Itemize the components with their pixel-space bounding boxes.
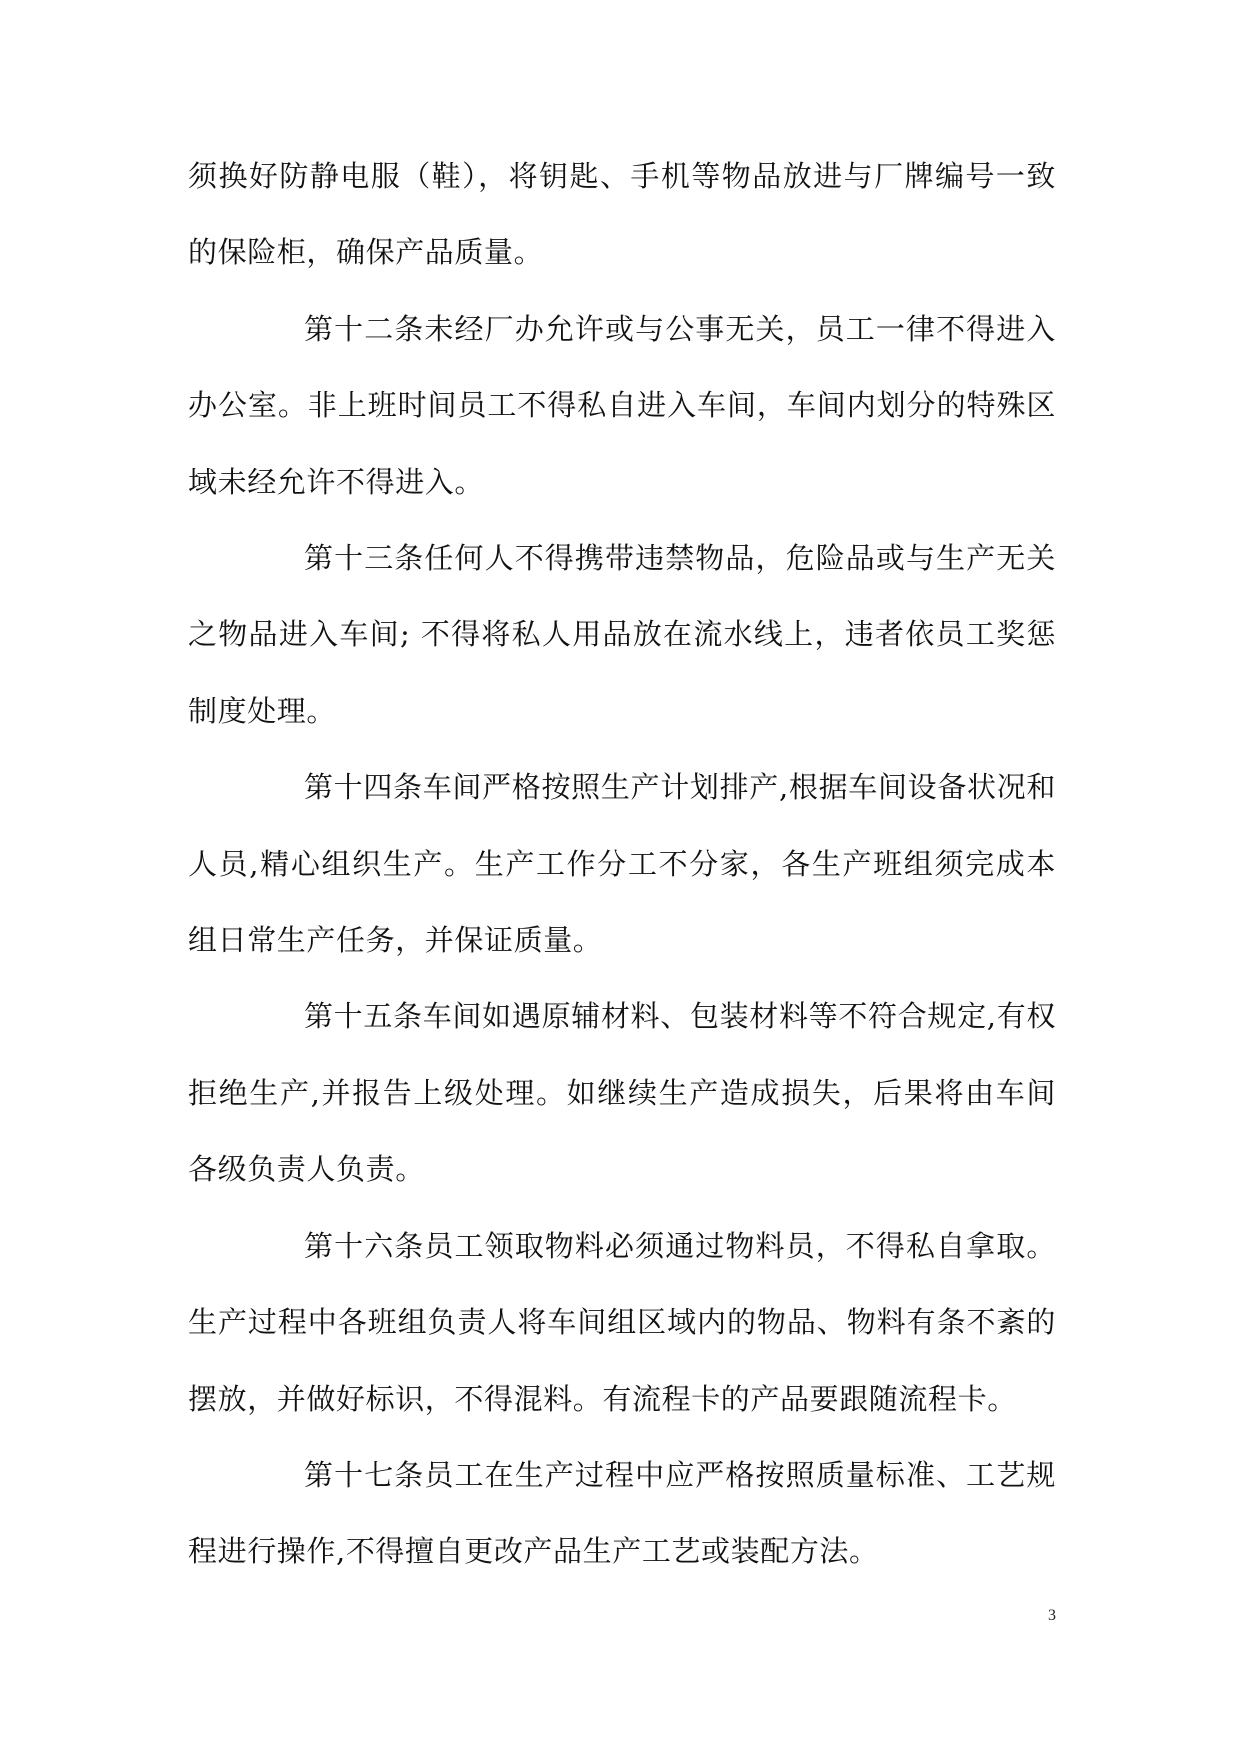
paragraph-article-14: 第十四条车间严格按照生产计划排产,根据车间设备状况和人员,精心组织生产。生产工作分工不分家，各生产班组须完成本组日常生产任务，并保证质量。: [188, 770, 1056, 958]
document-body: [188, 138, 1056, 1590]
page-number: 3: [1048, 1607, 1056, 1624]
paragraph-article-13: 第十三条任何人不得携带违禁物品，危险品或与生产无关之物品进入车间; 不得将私人用品放在流水线上，违者依员工奖惩制度处理。: [188, 541, 1056, 728]
paragraph-continuation: 须换好防静电服（鞋），将钥匙、手机等物品放进与厂牌编号一致的保险柜，确保产品质量。: [188, 159, 1056, 270]
paragraph-article-15: 第十五条车间如遇原辅材料、包装材料等不符合规定,有权拒绝生产,并报告上级处理。如继续生产造成损失，后果将由车间各级负责人负责。: [188, 999, 1056, 1187]
paragraph-article-16: 第十六条员工领取物料必须通过物料员，不得私自拿取。生产过程中各班组负责人将车间组区域内的物品、物料有条不紊的摆放，并做好标识，不得混料。有流程卡的产品要跟随流程卡。: [188, 1228, 1056, 1416]
paragraph-article-12: 第十二条未经厂办允许或与公事无关，员工一律不得进入办公室。非上班时间员工不得私自进入车间，车间内划分的特殊区域未经允许不得进入。: [188, 311, 1056, 499]
paragraph-article-17: 第十七条员工在生产过程中应严格按照质量标准、工艺规程进行操作,不得擅自更改产品生产工艺或装配方法。: [188, 1457, 1056, 1569]
